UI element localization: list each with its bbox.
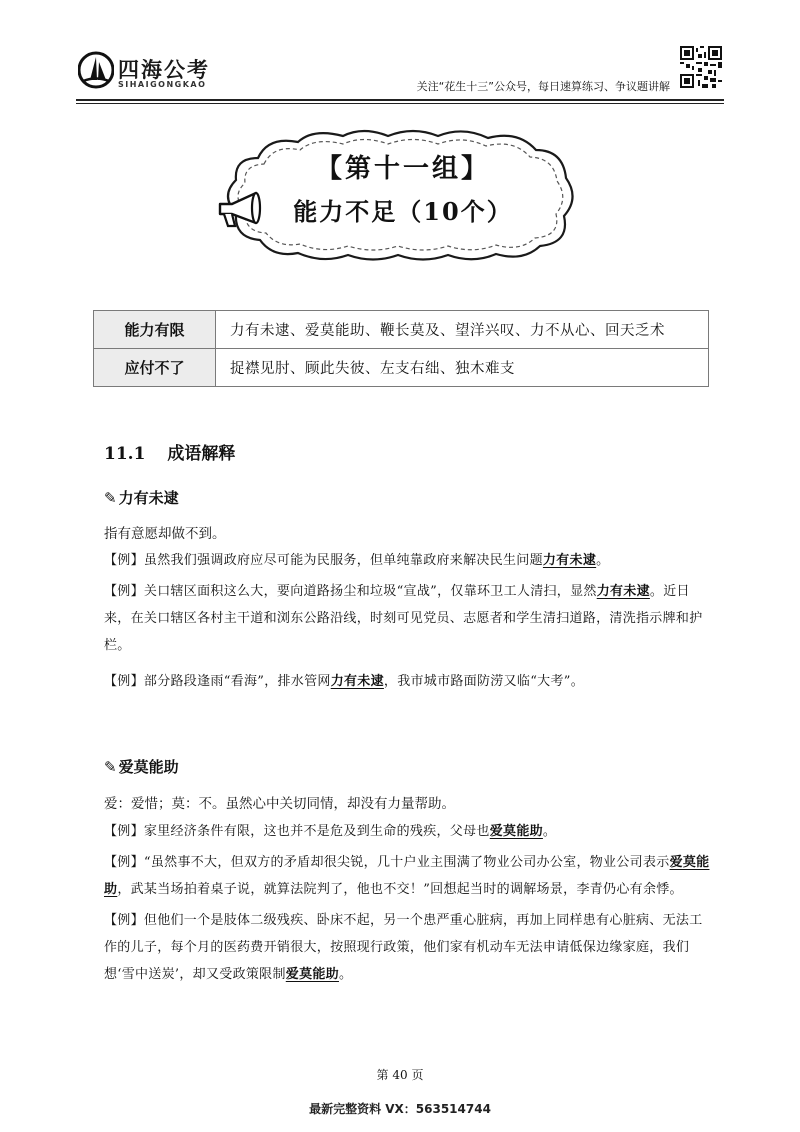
table-row (94, 349, 709, 387)
brand-name: 四海公考 (118, 58, 210, 82)
category-name: 应付不了 (94, 349, 216, 387)
entry-definition: 爱：爱惜；莫：不。虽然心中关切同情，却没有力量帮助。 (104, 796, 455, 812)
example-paragraph: 【例】但他们一个是肢体二级残疾、卧床不起，另一个患严重心脏病，再加上同样患有心脏病、无法工作的儿子，每个月的医药费开销很大，按照现行政策，他们家有机动车无法申请低保边缘家庭，我们想‘雪中送炭’，却又受政策限制爱莫能助。 (104, 913, 703, 982)
brand-logo (78, 50, 218, 94)
example-paragraph: 【例】家里经济条件有限，这也并不是危及到生命的残疾，父母也爱莫能助。 (104, 824, 557, 839)
topic-title: 能力不足（10个） (293, 197, 513, 226)
example-paragraph: 【例】关口辖区面积这么大，要向道路扬尘和垃圾“宣战”，仅靠环卫工人清扫，显然力有未逮。近日来，在关口辖区各村主干道和浏东公路沿线，时刻可见党员、志愿者和学生清扫道路，清洗指示牌和护栏。 (104, 584, 703, 653)
entry-term: ✎ 力有未逮 (104, 489, 179, 507)
table-row (94, 311, 709, 349)
header-divider (76, 99, 724, 101)
highlighted-idiom: 爱莫能助 (489, 824, 543, 839)
qr-code-icon[interactable] (680, 46, 722, 88)
section-number: 11.1 (104, 444, 146, 464)
example-paragraph: 【例】“虽然事不大，但双方的矛盾却很尖锐，几十户业主围满了物业公司办公室，物业公司表示爱莫能助，武某当场拍着桌子说，就算法院判了，他也不交！”回想起当时的调解场景，李青仍心有余悸。 (104, 855, 710, 897)
watermark-text: 最新完整资料 VX：563514744 (309, 1102, 491, 1116)
category-idioms: 力有未逮、爱莫能助、鞭长莫及、望洋兴叹、力不从心、回天乏术 (216, 311, 709, 349)
brand-subtitle: SIHAIGONGKAO (118, 80, 207, 89)
highlighted-idiom: 爱莫能助 (285, 967, 339, 982)
sailboat-logo-icon (78, 50, 114, 90)
pencil-icon: ✎ (104, 758, 117, 776)
pencil-icon: ✎ (104, 489, 117, 507)
entry-definition: 指有意愿却做不到。 (104, 526, 226, 542)
category-idioms: 捉襟见肘、顾此失彼、左支右绌、独木难支 (216, 349, 709, 387)
highlighted-idiom: 力有未逮 (542, 553, 597, 568)
page-number: 第 40 页 (376, 1068, 424, 1082)
header-divider-thin (76, 103, 724, 104)
section-heading (104, 439, 235, 464)
highlighted-idiom: 爱莫能助 (104, 855, 710, 897)
category-name: 能力有限 (94, 311, 216, 349)
example-paragraph: 【例】部分路段逢雨“看海”，排水管网力有未逮，我市城市路面防涝又临“大考”。 (104, 674, 584, 689)
highlighted-idiom: 力有未逮 (330, 674, 384, 689)
group-title: 【第十一组】 (315, 154, 490, 184)
header-note: 关注“花生十三”公众号，每日速算练习、争议题讲解 (416, 80, 670, 93)
category-table (93, 310, 709, 387)
highlighted-idiom: 力有未逮 (596, 584, 650, 599)
example-paragraph: 【例】虽然我们强调政府应尽可能为民服务，但单纯靠政府来解决民生问题力有未逮。 (104, 553, 610, 568)
section-title: 成语解释 (167, 444, 236, 464)
entry-term: ✎ 爱莫能助 (104, 758, 179, 776)
